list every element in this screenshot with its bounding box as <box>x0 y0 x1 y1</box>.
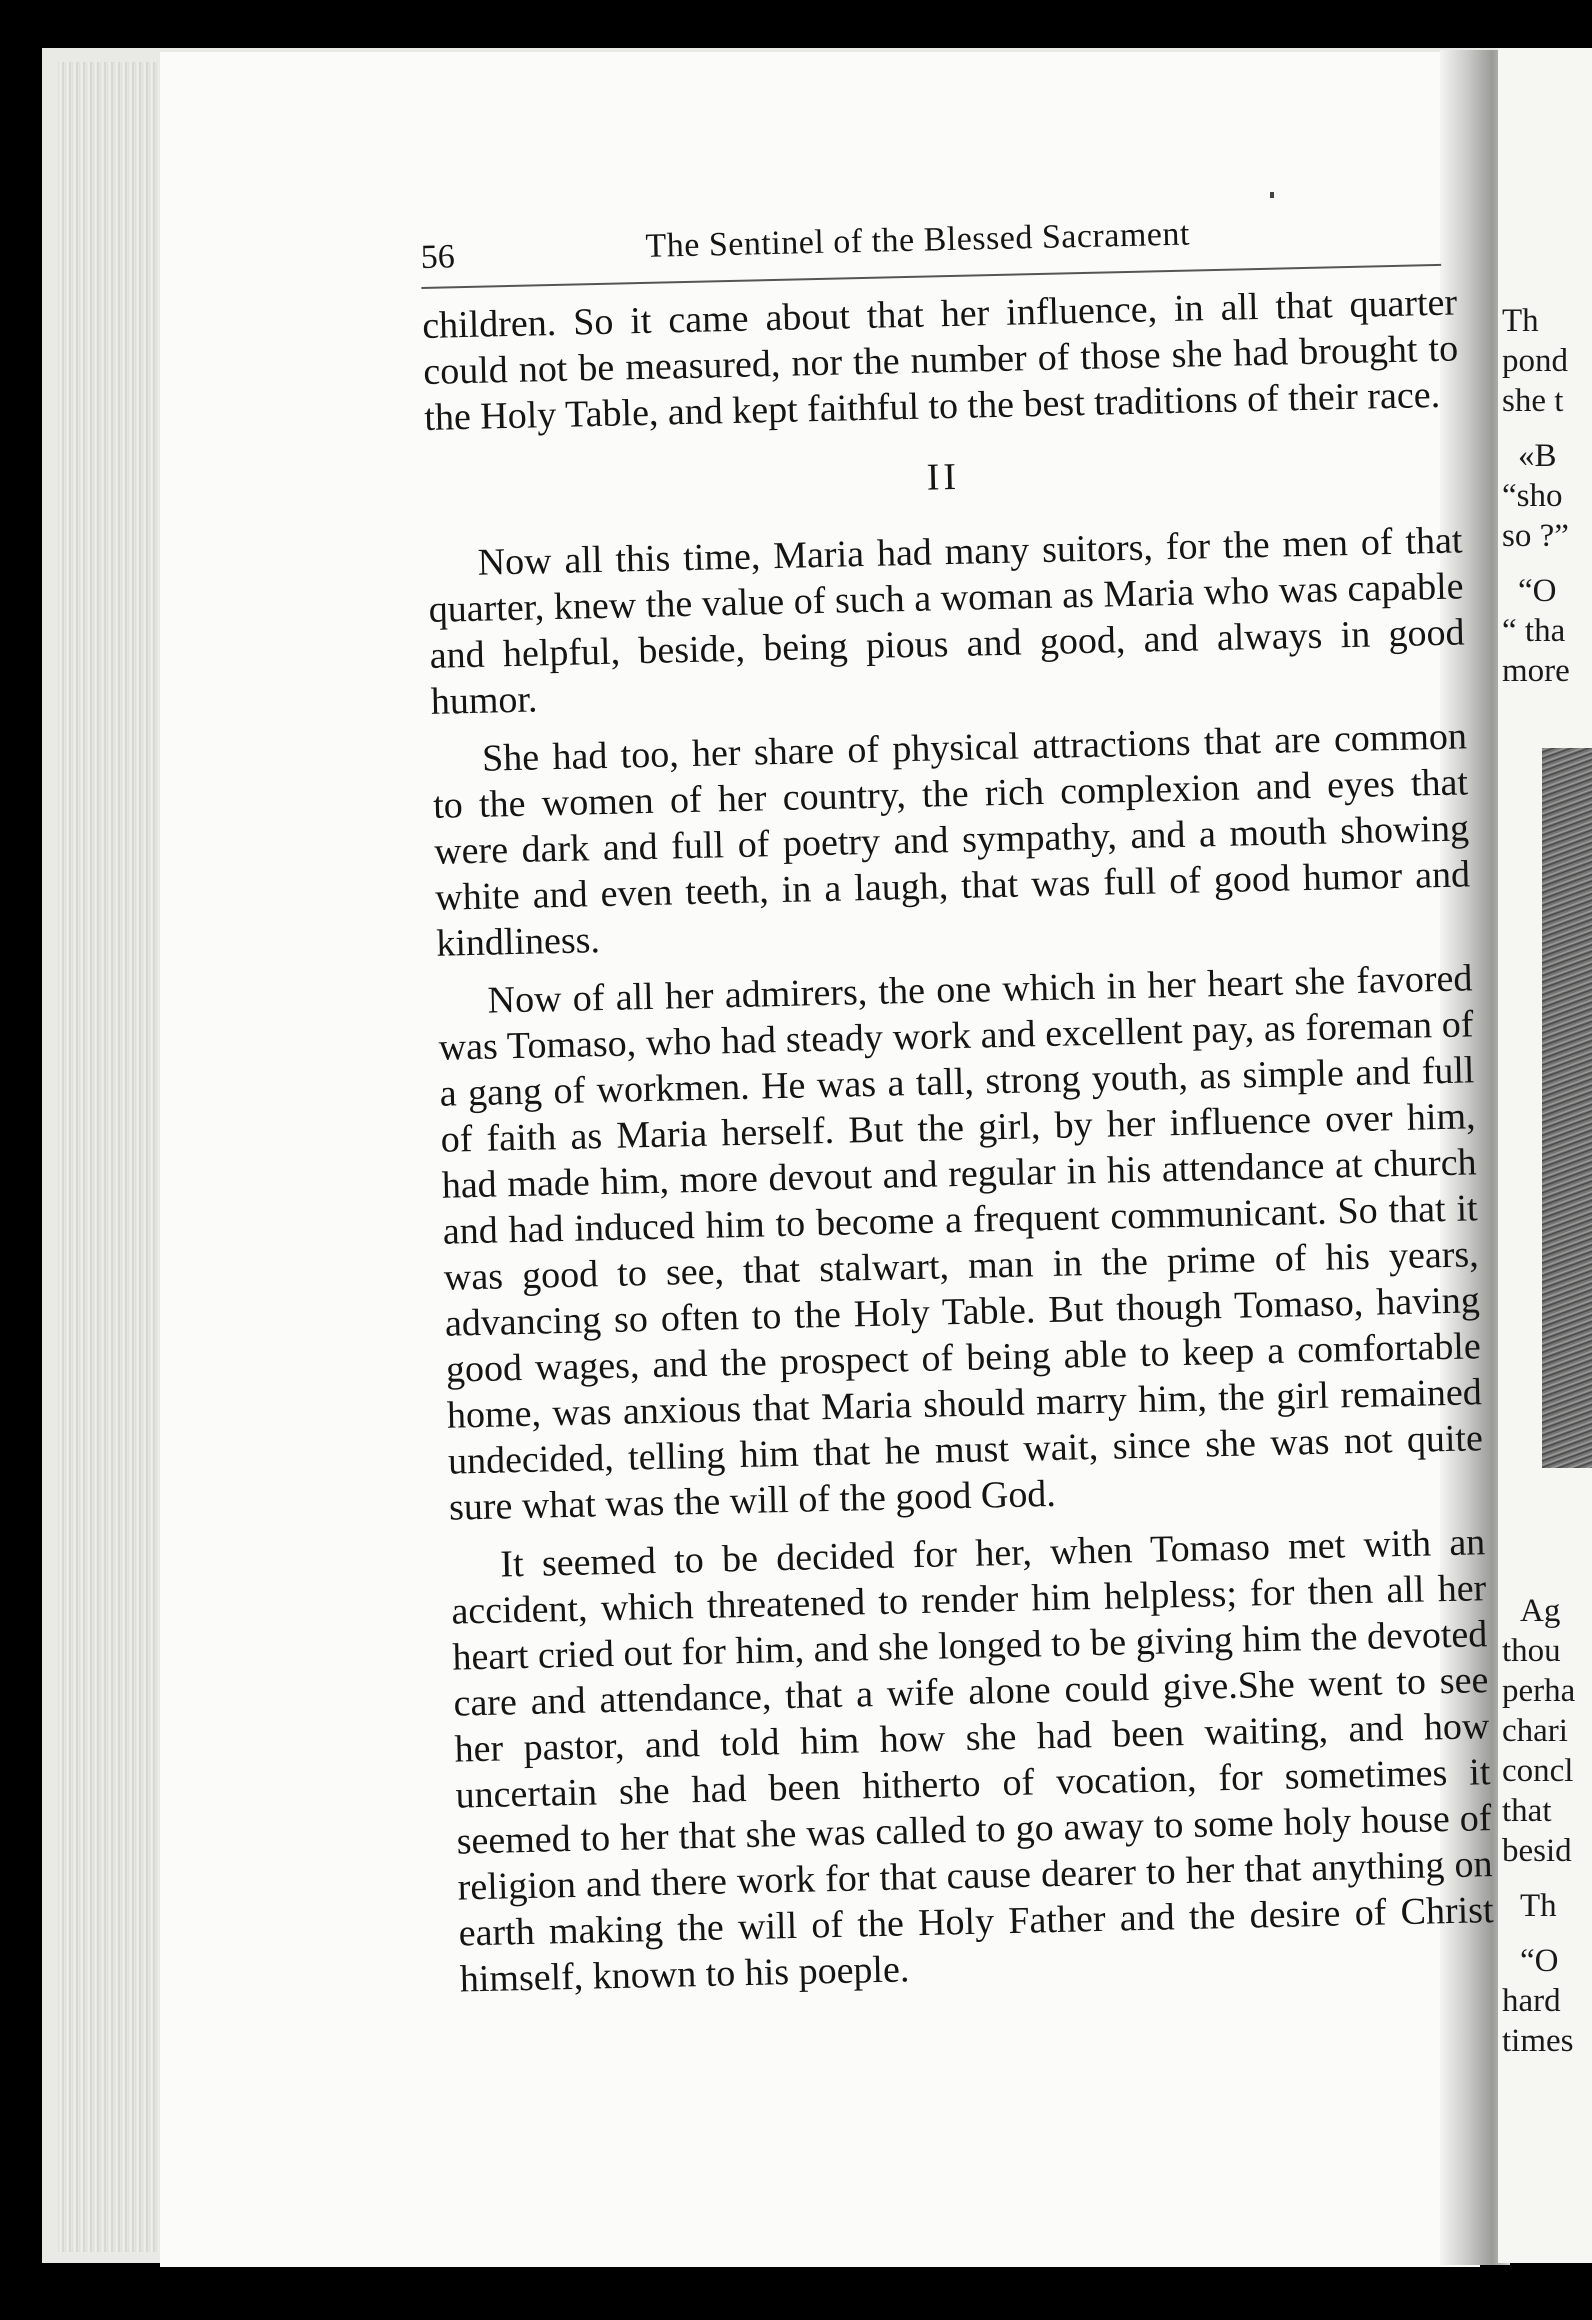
facing-fragment: so ?” <box>1502 518 1569 554</box>
facing-fragment: Th <box>1520 1888 1557 1924</box>
facing-page-illustration <box>1542 748 1592 1468</box>
facing-fragment: chari <box>1502 1713 1568 1749</box>
facing-fragment: hard <box>1502 1983 1561 2019</box>
facing-fragment: perha <box>1502 1673 1576 1709</box>
facing-fragment: “O <box>1518 573 1557 609</box>
body-paragraph: Now of all her admirers, the one which in her heart she favored was Tomaso, who had steady work and excellent pay, as foreman of a gang of workmen. He was a tall, strong youth, as simple and full of faith as Maria herself. But the girl, by her influence over him, had made him, more devout and regular in his attendance at church and had induced him to become a frequent communicant. So that it was good to see, that stalwart, man in the prime of his years, advancing so often to the Holy Table. But though Tomaso, having good wages, and the prospect of being able to keep a comfortable home, was anxious that Maria should marry him, the girl remained undecided, telling him that he must wait, since she was not quite sure what was the will of the good God. <box>438 957 1484 1529</box>
section-heading: II <box>926 455 961 499</box>
facing-page-edge <box>1498 48 1592 2263</box>
ink-speck <box>1270 192 1274 198</box>
facing-fragment: concl <box>1502 1753 1574 1789</box>
page-number: 56 <box>420 238 456 276</box>
facing-fragment: she t <box>1502 383 1564 419</box>
facing-fragment: «B <box>1518 438 1557 474</box>
page-edges <box>58 62 168 2252</box>
running-title: The Sentinel of the Blessed Sacrament <box>645 215 1191 265</box>
facing-fragment: Th <box>1502 303 1539 339</box>
facing-fragment: “O <box>1520 1943 1559 1979</box>
facing-fragment: that <box>1502 1793 1552 1829</box>
facing-fragment: pond <box>1502 343 1568 379</box>
facing-fragment: more <box>1502 653 1570 689</box>
facing-fragment: “sho <box>1502 478 1563 514</box>
facing-fragment: “ tha <box>1502 613 1566 649</box>
body-paragraph: Now all this time, Maria had many suitors, for the men of that quarter, knew the value of such a woman as Maria who was capable and helpful, beside, being pious and good, and always in good humor. <box>428 519 1465 723</box>
page-text-block <box>420 202 1495 2003</box>
facing-fragment: times <box>1502 2023 1574 2059</box>
facing-fragment: Ag <box>1520 1593 1561 1629</box>
opening-paragraph: children. So it came about that her influence, in all that quarter could not be measured, nor the number of those she had brought to the Holy Table, and kept faithful to the best traditions of their race. <box>421 281 1459 439</box>
body-paragraph: It seemed to be decided for her, when Tomaso met with an accident, which threatened to render him helpless; for then all her heart cried out for him, and she longed to be giving him the devoted care and attendance, that a wife alone could give.She went to see her pastor, and told him how she had been waiting, and how uncertain she had been hitherto of vocation, for sometimes it seemed to her that she was called to go away to some holy house of religion and there work for that cause dearer to her that anything on earth making the will of the Holy Father and the desire of Christ himself, known to his poeple. <box>450 1521 1494 2001</box>
facing-fragment: besid <box>1502 1833 1572 1869</box>
facing-fragment: thou <box>1502 1633 1561 1669</box>
body-paragraph: She had too, her share of physical attractions that are common to the women of her country, the rich complexion and eyes that were dark and full of poetry and sympathy, and a mouth showing white and even teeth, in a laugh, that was full of good humor and kindliness. <box>432 715 1471 965</box>
